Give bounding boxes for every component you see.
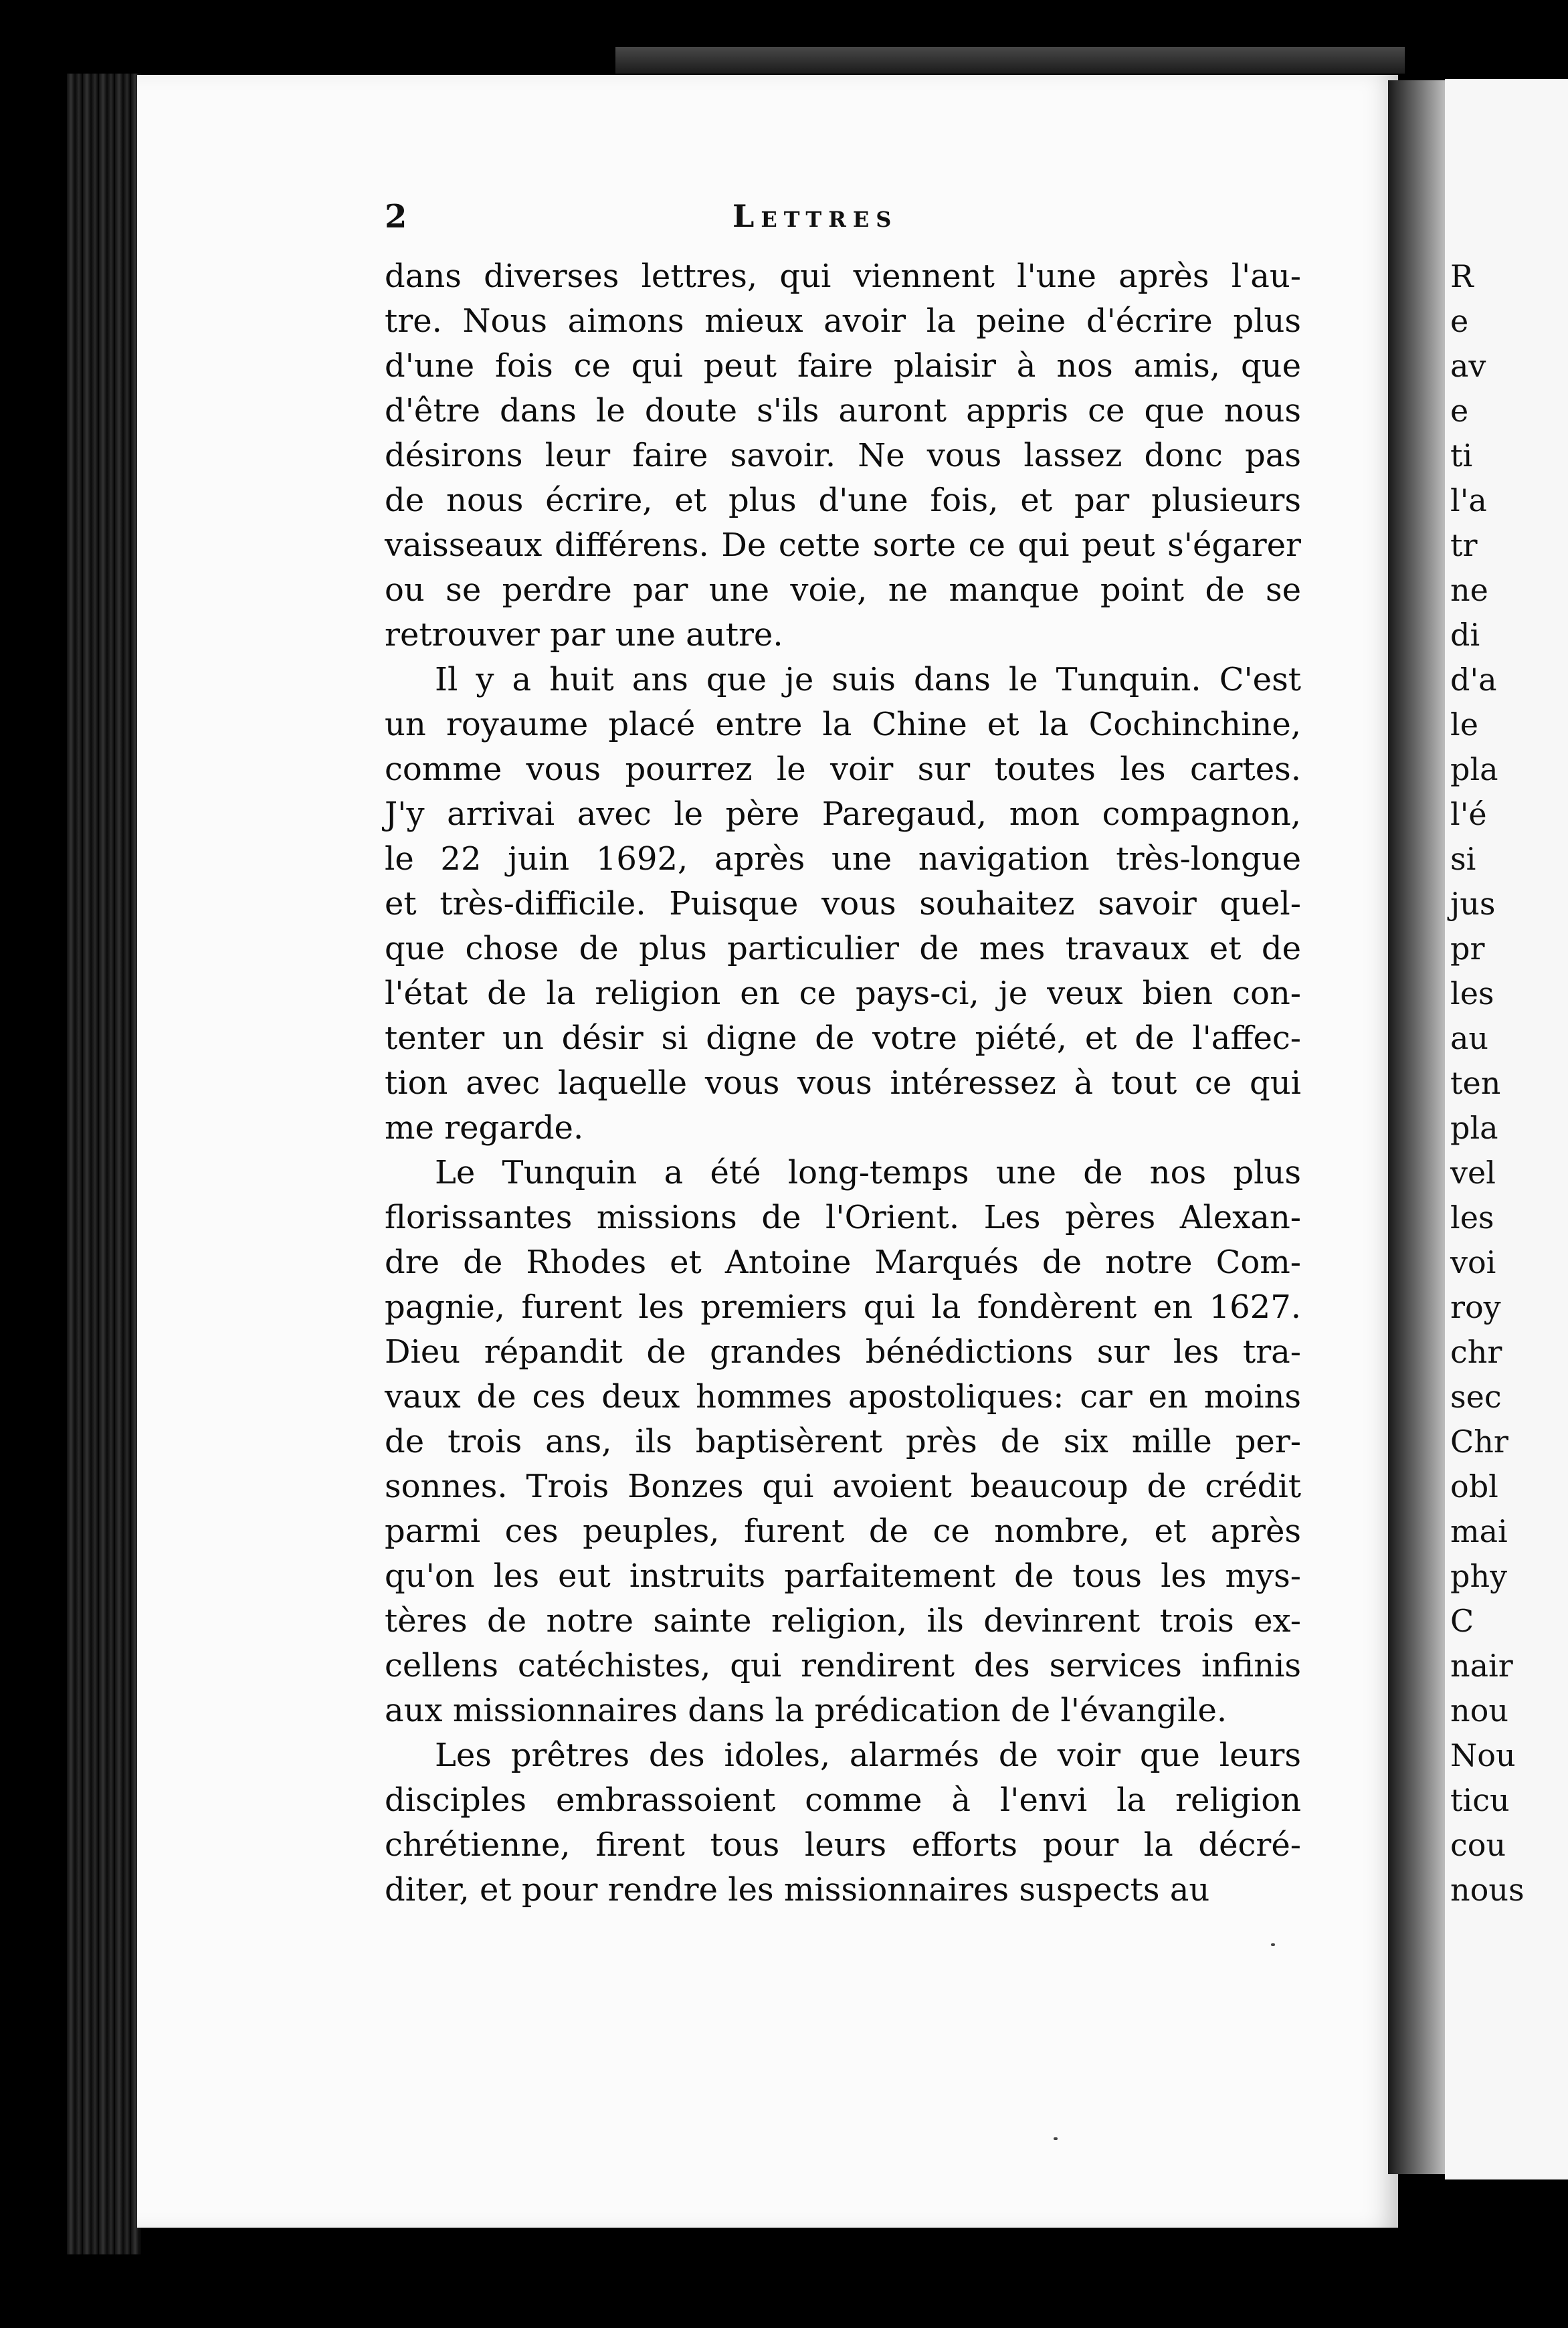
running-title: Lettres	[732, 198, 898, 234]
facing-page-fragment: l'a	[1450, 482, 1487, 518]
facing-page-text-fragments	[1445, 254, 1568, 1913]
text-line: tenter un désir si digne de votre piété, et de l'affec-	[385, 1020, 1301, 1057]
facing-page-fragment: pr	[1450, 931, 1485, 967]
facing-page-fragment: sec	[1450, 1379, 1502, 1415]
book-top-edge	[615, 47, 1405, 74]
facing-page-fragment: ticu	[1450, 1782, 1510, 1818]
scan-speck	[1054, 2137, 1058, 2140]
paragraph	[385, 1151, 1301, 1733]
text-line: florissantes missions de l'Orient. Les pères Alexan-	[385, 1199, 1301, 1236]
facing-page-fragment: C	[1450, 1603, 1474, 1639]
gutter-shadow	[1388, 80, 1445, 2174]
text-line: pagnie, furent les premiers qui la fondèrent en 1627.	[385, 1288, 1301, 1326]
facing-page-fragment: les	[1450, 975, 1494, 1011]
facing-page-fragment: vel	[1450, 1155, 1496, 1191]
scan-speck	[1271, 1943, 1275, 1946]
facing-page-fragment: roy	[1450, 1289, 1501, 1325]
facing-page-fragment: R	[1450, 258, 1474, 294]
paragraph	[385, 1733, 1301, 1913]
text-line: d'une fois ce qui peut faire plaisir à nos amis, que	[385, 347, 1301, 385]
facing-page-fragment: ti	[1450, 438, 1473, 474]
text-line: aux missionnaires dans la prédication de l'évangile.	[385, 1692, 1228, 1729]
text-line: l'état de la religion en ce pays-ci, je veux bien con-	[385, 975, 1301, 1012]
facing-page-fragment: pla	[1450, 1110, 1498, 1146]
facing-page-fragment: Chr	[1450, 1424, 1508, 1460]
facing-page-fragment: e	[1450, 393, 1469, 429]
paragraph	[385, 658, 1301, 1151]
text-line: que chose de plus particulier de mes travaux et de	[385, 930, 1301, 967]
facing-page-fragment: nou	[1450, 1692, 1508, 1729]
text-line: tre. Nous aimons mieux avoir la peine d'écrire plus	[385, 302, 1301, 340]
facing-page-fragment: ten	[1450, 1065, 1501, 1101]
text-line: un royaume placé entre la Chine et la Cochinchine,	[385, 706, 1301, 743]
facing-page-fragment: mai	[1450, 1513, 1508, 1549]
text-line: parmi ces peuples, furent de ce nombre, et après	[385, 1513, 1301, 1550]
text-line: d'être dans le doute s'ils auront appris ce que nous	[385, 392, 1301, 429]
text-line: chrétienne, firent tous leurs efforts pour la décré-	[385, 1826, 1301, 1864]
facing-page-fragment: Nou	[1450, 1737, 1516, 1773]
facing-page-fragment: chr	[1450, 1334, 1502, 1370]
facing-page-fragment: jus	[1450, 886, 1496, 922]
text-line: tères de notre sainte religion, ils devinrent trois ex-	[385, 1602, 1301, 1640]
facing-page-fragment: voi	[1450, 1244, 1496, 1280]
text-line: cellens catéchistes, qui rendirent des services infinis	[385, 1647, 1301, 1684]
paragraph	[385, 254, 1301, 658]
body-text	[385, 254, 1301, 1913]
facing-page-fragment: cou	[1450, 1827, 1506, 1863]
facing-page-fragment: phy	[1450, 1558, 1508, 1594]
facing-page-fragment: si	[1450, 841, 1476, 877]
text-line: le 22 juin 1692, après une navigation très-longue	[385, 840, 1301, 878]
facing-page-fragment: au	[1450, 1020, 1489, 1056]
page-number: 2	[385, 198, 407, 235]
text-line: dre de Rhodes et Antoine Marqués de notre Com-	[385, 1244, 1301, 1281]
text-line: retrouver par une autre.	[385, 616, 783, 654]
text-line: Le Tunquin a été long-temps une de nos plus	[435, 1154, 1301, 1191]
facing-page-fragment: di	[1450, 617, 1480, 653]
facing-page-fragment: pla	[1450, 751, 1498, 787]
text-line: ou se perdre par une voie, ne manque point de se	[385, 571, 1301, 609]
text-line: J'y arrivai avec le père Paregaud, mon compagnon,	[385, 795, 1301, 833]
facing-page-fragment: les	[1450, 1199, 1494, 1236]
text-line: et très-difficile. Puisque vous souhaitez savoir quel-	[385, 885, 1301, 923]
text-line: sonnes. Trois Bonzes qui avoient beaucoup de crédit	[385, 1468, 1301, 1505]
page-header	[385, 198, 1301, 245]
text-line: Dieu répandit de grandes bénédictions sur les tra-	[385, 1333, 1301, 1371]
facing-page-fragment: nair	[1450, 1648, 1513, 1684]
book-binding-edge	[67, 74, 140, 2254]
text-line: vaux de ces deux hommes apostoliques: car en moins	[385, 1378, 1301, 1416]
text-line: dans diverses lettres, qui viennent l'une après l'au-	[385, 258, 1301, 295]
text-line: qu'on les eut instruits parfaitement de tous les mys-	[385, 1557, 1301, 1595]
facing-page-fragment: e	[1450, 303, 1469, 339]
facing-page-fragment: nous	[1450, 1872, 1525, 1908]
text-line: Il y a huit ans que je suis dans le Tunquin. C'est	[435, 661, 1301, 698]
facing-page-fragment: d'a	[1450, 662, 1497, 698]
facing-page-fragment: obl	[1450, 1468, 1498, 1505]
text-line: désirons leur faire savoir. Ne vous lassez donc pas	[385, 437, 1301, 474]
text-line: de nous écrire, et plus d'une fois, et par plusieurs	[385, 482, 1301, 519]
text-line: me regarde.	[385, 1109, 584, 1147]
text-line: vaisseaux différens. De cette sorte ce qui peut s'égarer	[385, 526, 1301, 564]
text-line: Les prêtres des idoles, alarmés de voir que leurs	[435, 1737, 1301, 1774]
facing-page-fragment: tr	[1450, 527, 1478, 563]
facing-page-fragment: le	[1450, 706, 1478, 743]
text-line: de trois ans, ils baptisèrent près de six mille per-	[385, 1423, 1301, 1460]
text-line: comme vous pourrez le voir sur toutes les cartes.	[385, 751, 1301, 788]
text-line: tion avec laquelle vous vous intéressez à tout ce qui	[385, 1064, 1301, 1102]
facing-page-fragment: l'é	[1450, 796, 1487, 832]
text-line: diter, et pour rendre les missionnaires suspects au	[385, 1871, 1210, 1909]
facing-page-fragment: ne	[1450, 572, 1488, 608]
facing-page-fragment: av	[1450, 348, 1486, 384]
text-line: disciples embrassoient comme à l'envi la religion	[385, 1781, 1301, 1819]
